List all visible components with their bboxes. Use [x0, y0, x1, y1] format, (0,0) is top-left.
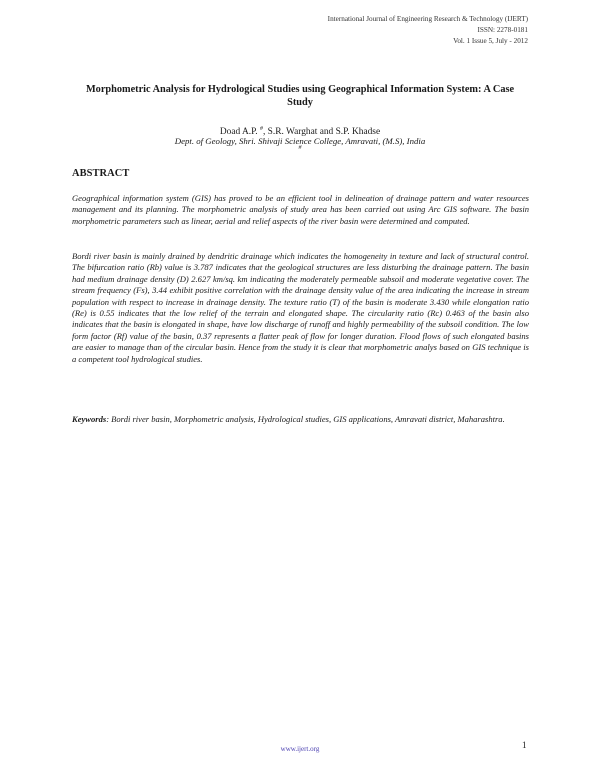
journal-header [328, 14, 528, 47]
affiliation-mark: # [298, 145, 302, 151]
paper-affiliation: Dept. of Geology, Shri. Shivaji Science College, Amravati, (M.S), India [174, 136, 426, 146]
author-affiliation-mark: # [259, 126, 263, 132]
paper-title: Morphometric Analysis for Hydrological Studies using Geographical Information System: A Case Study [85, 84, 515, 108]
journal-volume: Vol. 1 Issue 5, July - 2012 [453, 37, 528, 45]
abstract-paragraph-2: Bordi river basin is mainly drained by dendritic drainage which indicates the homogeneity in texture and lack of structural control. The bifurcation ratio (Rb) value is 3.787 indicates that the geological structures are less disturbing the drainage pattern. The basin had medium drainage density (D) 2.627 km/sq. km indicating the moderately permeable subsoil and moderate vegetative cover. The stream frequency (Fs), 3.44 exhibit positive correlation with the drainage density value of the area indicating the increase in stream population with respect to increase in drainage density. The texture ratio (T) of the basin is moderate 3.430 while elongation ratio (Re) is 0.55 indicates that the low relief of the terrain and elongated shape. The circularity ratio (Rc) 0.463 of the basin also indicates that the basin is elongated in shape, have low discharge of runoff and highly permeability of the subsoil condition. The low form factor (Rf) value of the basin, 0.37 represents a flatter peak of flow for longer duration. Flood flows of such elongated basins are easier to manage than of the circular basin. Hence from the study it is clear that morphometric analys based on GIS technique is a competent tool hydrological studies. [72, 251, 529, 364]
authors-first: Doad A.P. [219, 127, 260, 137]
footer-url-link[interactable]: www.ijert.org [280, 745, 320, 753]
page-number: 1 [522, 740, 527, 750]
journal-issn: ISSN: 2278-0181 [477, 26, 528, 34]
keywords-text: : Bordi river basin, Morphometric analysis, Hydrological studies, GIS applications, Amravati district, Maharashtra. [106, 414, 505, 424]
authors-rest: , S.R. Warghat and S.P. Khadse [262, 127, 381, 137]
abstract-heading: ABSTRACT [72, 168, 130, 179]
keywords-label: Keywords [72, 414, 107, 424]
journal-name: International Journal of Engineering Research & Technology (IJERT) [327, 15, 528, 23]
keywords-paragraph [72, 414, 529, 425]
abstract-paragraph-1: Geographical information system (GIS) has proved to be an efficient tool in delineation of drainage pattern and water resources management and its planning. The morphometric analysis of study area has been carried out using Arc GIS software. The basin morphometric parameters such as linear, aerial and relief aspects of the river basin were determined and computed. [72, 193, 529, 226]
